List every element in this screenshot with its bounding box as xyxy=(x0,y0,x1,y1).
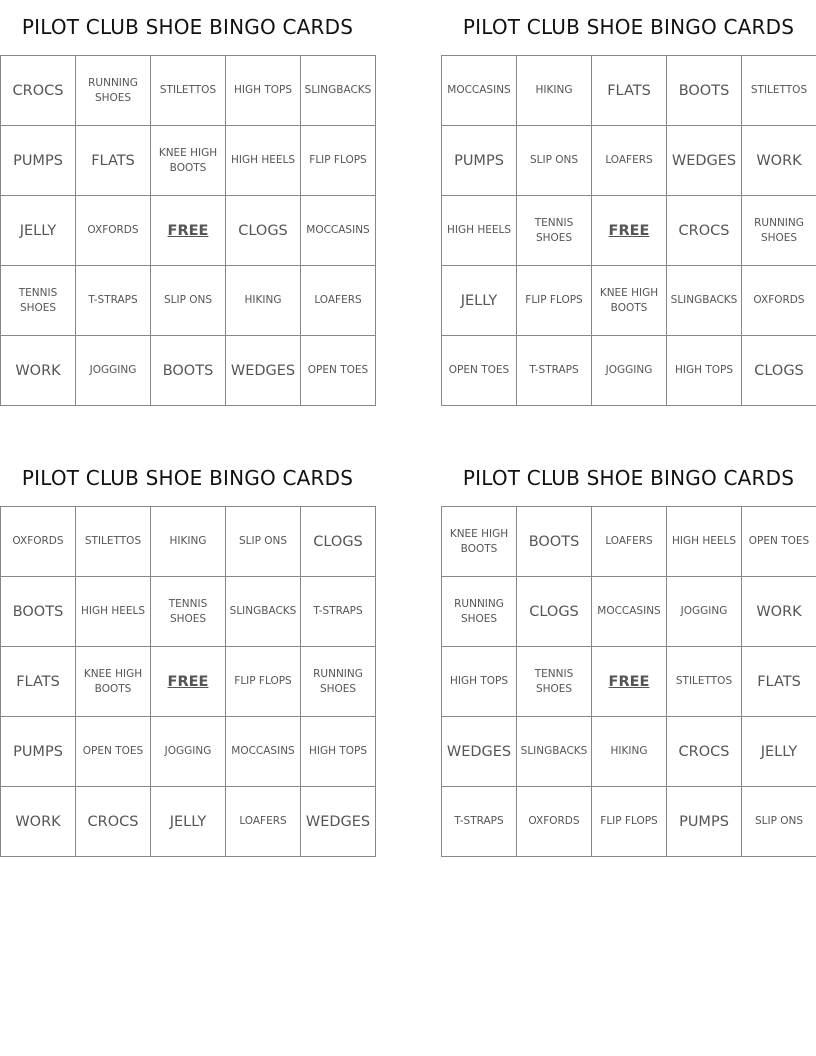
bingo-cell: SLIP ONS xyxy=(226,507,301,577)
bingo-cell: FLIP FLOPS xyxy=(592,787,667,857)
bingo-row xyxy=(1,196,376,266)
bingo-cell: HIKING xyxy=(517,56,592,126)
bingo-cell: TENNIS SHOES xyxy=(517,196,592,266)
bingo-cell: FLIP FLOPS xyxy=(226,647,301,717)
bingo-cell: OPEN TOES xyxy=(742,507,816,577)
bingo-row xyxy=(1,507,376,577)
bingo-cell: T-STRAPS xyxy=(301,577,376,647)
bingo-cell: RUNNING SHOES xyxy=(742,196,816,266)
bingo-cell: SLIP ONS xyxy=(742,787,816,857)
bingo-row xyxy=(1,56,376,126)
bingo-cell: CROCS xyxy=(1,56,76,126)
bingo-card-2 xyxy=(441,0,816,406)
bingo-cell: HIGH TOPS xyxy=(226,56,301,126)
bingo-cell: TENNIS SHOES xyxy=(1,266,76,336)
bingo-row xyxy=(442,56,816,126)
free-space-cell: FREE xyxy=(151,196,226,266)
bingo-cell: HIKING xyxy=(226,266,301,336)
bingo-cell: STILETTOS xyxy=(76,507,151,577)
bingo-grid xyxy=(441,506,816,857)
bingo-cell: CLOGS xyxy=(517,577,592,647)
bingo-cell: CLOGS xyxy=(226,196,301,266)
bingo-cell: WORK xyxy=(742,577,816,647)
bingo-cell: STILETTOS xyxy=(667,647,742,717)
bingo-cell: HIGH HEELS xyxy=(667,507,742,577)
bingo-row xyxy=(442,577,816,647)
bingo-cell: CROCS xyxy=(667,196,742,266)
bingo-cell: SLIP ONS xyxy=(151,266,226,336)
bingo-row xyxy=(1,336,376,406)
bingo-cell: JOGGING xyxy=(76,336,151,406)
free-space-cell: FREE xyxy=(592,196,667,266)
bingo-cell: OXFORDS xyxy=(517,787,592,857)
bingo-card-3 xyxy=(0,451,375,857)
bingo-cell: HIGH TOPS xyxy=(301,717,376,787)
bingo-row xyxy=(442,336,816,406)
bingo-cell: T-STRAPS xyxy=(442,787,517,857)
bingo-cell: STILETTOS xyxy=(742,56,816,126)
bingo-card-4 xyxy=(441,451,816,857)
card-title: PILOT CLUB SHOE BINGO CARDS xyxy=(462,15,795,39)
bingo-row xyxy=(442,717,816,787)
bingo-cell: HIKING xyxy=(592,717,667,787)
bingo-cell: HIGH HEELS xyxy=(226,126,301,196)
bingo-cell: RUNNING SHOES xyxy=(76,56,151,126)
bingo-cell: SLINGBACKS xyxy=(667,266,742,336)
bingo-cell: FLATS xyxy=(592,56,667,126)
bingo-cell: MOCCASINS xyxy=(301,196,376,266)
bingo-cell: OPEN TOES xyxy=(76,717,151,787)
bingo-cell: HIGH TOPS xyxy=(442,647,517,717)
bingo-cell: TENNIS SHOES xyxy=(517,647,592,717)
card-title: PILOT CLUB SHOE BINGO CARDS xyxy=(462,466,795,490)
bingo-cell: HIGH HEELS xyxy=(442,196,517,266)
bingo-cell: TENNIS SHOES xyxy=(151,577,226,647)
bingo-cell: BOOTS xyxy=(1,577,76,647)
card-title: PILOT CLUB SHOE BINGO CARDS xyxy=(21,466,354,490)
bingo-cell: OXFORDS xyxy=(76,196,151,266)
bingo-row xyxy=(1,647,376,717)
bingo-cell: WEDGES xyxy=(667,126,742,196)
bingo-cell: JOGGING xyxy=(151,717,226,787)
bingo-row xyxy=(1,717,376,787)
bingo-cell: MOCCASINS xyxy=(592,577,667,647)
bingo-cell: JELLY xyxy=(442,266,517,336)
bingo-cell: FLIP FLOPS xyxy=(517,266,592,336)
bingo-cell: FLATS xyxy=(1,647,76,717)
bingo-cell: PUMPS xyxy=(442,126,517,196)
free-space-cell: FREE xyxy=(592,647,667,717)
bingo-cell: CROCS xyxy=(76,787,151,857)
bingo-cell: HIGH TOPS xyxy=(667,336,742,406)
bingo-cell: SLINGBACKS xyxy=(517,717,592,787)
bingo-cell: OPEN TOES xyxy=(442,336,517,406)
bingo-cell: KNEE HIGH BOOTS xyxy=(76,647,151,717)
bingo-row xyxy=(442,787,816,857)
bingo-row xyxy=(1,266,376,336)
bingo-cell: PUMPS xyxy=(667,787,742,857)
bingo-cell: JELLY xyxy=(151,787,226,857)
bingo-card-1 xyxy=(0,0,375,406)
bingo-cell: HIGH HEELS xyxy=(76,577,151,647)
bingo-cell: WEDGES xyxy=(226,336,301,406)
bingo-cell: HIKING xyxy=(151,507,226,577)
bingo-grid xyxy=(441,55,816,406)
bingo-cell: MOCCASINS xyxy=(226,717,301,787)
bingo-cell: BOOTS xyxy=(517,507,592,577)
bingo-row xyxy=(1,126,376,196)
bingo-row xyxy=(442,126,816,196)
bingo-cell: BOOTS xyxy=(667,56,742,126)
bingo-cell: RUNNING SHOES xyxy=(301,647,376,717)
bingo-row xyxy=(1,577,376,647)
bingo-cell: KNEE HIGH BOOTS xyxy=(592,266,667,336)
bingo-row xyxy=(442,647,816,717)
bingo-cell: JELLY xyxy=(1,196,76,266)
bingo-row xyxy=(1,787,376,857)
bingo-grid xyxy=(0,506,376,857)
bingo-cell: JOGGING xyxy=(667,577,742,647)
bingo-cell: OXFORDS xyxy=(1,507,76,577)
bingo-cell: RUNNING SHOES xyxy=(442,577,517,647)
bingo-cell: JOGGING xyxy=(592,336,667,406)
bingo-cell: LOAFERS xyxy=(592,126,667,196)
card-title: PILOT CLUB SHOE BINGO CARDS xyxy=(21,15,354,39)
bingo-cell: STILETTOS xyxy=(151,56,226,126)
bingo-cell: T-STRAPS xyxy=(76,266,151,336)
bingo-cell: CLOGS xyxy=(742,336,816,406)
bingo-cell: CLOGS xyxy=(301,507,376,577)
bingo-cell: BOOTS xyxy=(151,336,226,406)
bingo-cell: WEDGES xyxy=(301,787,376,857)
bingo-cell: KNEE HIGH BOOTS xyxy=(442,507,517,577)
bingo-cell: OPEN TOES xyxy=(301,336,376,406)
bingo-grid xyxy=(0,55,376,406)
bingo-row xyxy=(442,266,816,336)
bingo-cell: CROCS xyxy=(667,717,742,787)
free-space-cell: FREE xyxy=(151,647,226,717)
bingo-cell: KNEE HIGH BOOTS xyxy=(151,126,226,196)
bingo-cell: SLINGBACKS xyxy=(226,577,301,647)
bingo-cell: WORK xyxy=(1,336,76,406)
bingo-cell: LOAFERS xyxy=(592,507,667,577)
bingo-cell: MOCCASINS xyxy=(442,56,517,126)
bingo-cell: JELLY xyxy=(742,717,816,787)
bingo-cell: FLATS xyxy=(742,647,816,717)
bingo-cell: LOAFERS xyxy=(226,787,301,857)
bingo-cell: PUMPS xyxy=(1,717,76,787)
bingo-cell: SLIP ONS xyxy=(517,126,592,196)
bingo-cell: WORK xyxy=(1,787,76,857)
bingo-cell: T-STRAPS xyxy=(517,336,592,406)
bingo-cell: PUMPS xyxy=(1,126,76,196)
bingo-cell: OXFORDS xyxy=(742,266,816,336)
bingo-cell: LOAFERS xyxy=(301,266,376,336)
bingo-row xyxy=(442,507,816,577)
bingo-cell: WEDGES xyxy=(442,717,517,787)
bingo-row xyxy=(442,196,816,266)
bingo-cell: FLIP FLOPS xyxy=(301,126,376,196)
bingo-cell: SLINGBACKS xyxy=(301,56,376,126)
bingo-cell: WORK xyxy=(742,126,816,196)
bingo-cell: FLATS xyxy=(76,126,151,196)
